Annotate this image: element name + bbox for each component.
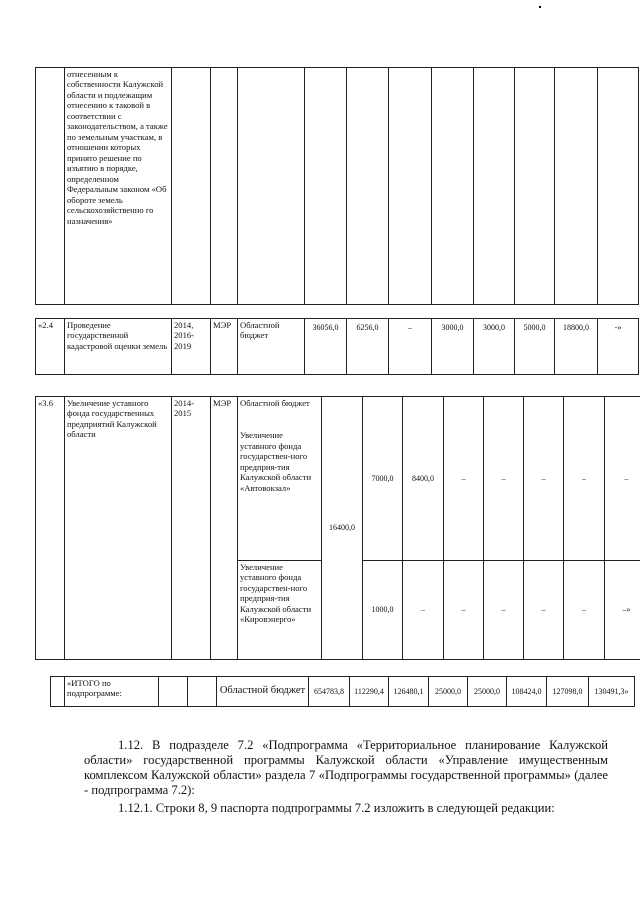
value-cell: – [403, 561, 444, 660]
value-cell: – [484, 561, 524, 660]
total-label: «ИТОГО по подпрограмме: [65, 677, 159, 707]
table-row-3-6 [35, 396, 640, 660]
value-cell: 8400,0 [403, 397, 444, 561]
paragraph-1-12: 1.12. В подразделе 7.2 «Подпрограмма «Территориальное планирование Калужской области» государственной программы Калужской области «Управление имущественным комплексом Калужской области» раздела 7 «Подпрограммы государственной программы» (далее - подпрограмма 7.2): [84, 738, 608, 797]
value-cell: 1000,0 [363, 561, 403, 660]
value-cell: –» [605, 561, 640, 660]
sub-measure-name: Увеличение уставного фонда государствен-ного предприя-тия Калужской области «Кировэнерго» [238, 561, 322, 660]
funding-source: Областной бюджет [240, 398, 310, 408]
value-cell: 25000,0 [429, 677, 468, 707]
value-cell: – [444, 561, 484, 660]
table-total-row [50, 676, 635, 707]
executor: МЭР [211, 319, 238, 375]
value-cell: 3000,0 [432, 319, 474, 375]
value-cell: – [389, 319, 432, 375]
measure-name: Проведение государственной кадастровой оценки земель [65, 319, 172, 375]
funding-source-sub1 [238, 397, 322, 561]
value-cell: -» [598, 319, 639, 375]
scan-mark [539, 6, 541, 8]
sub-measure-name: Увеличение уставного фонда государствен-ного предприя-тия Калужской области «Автовокзал» [240, 430, 312, 493]
measure-name: Увеличение уставного фонда государственных предприятий Калужской области [65, 397, 172, 660]
value-cell: 36056,0 [305, 319, 347, 375]
value-cell: – [484, 397, 524, 561]
table-fragment-continued [35, 67, 639, 305]
funding-source: Областной бюджет [238, 319, 305, 375]
row-number: «3.6 [36, 397, 65, 660]
funding-source: Областной бюджет [217, 677, 309, 707]
value-cell: 126480,1 [389, 677, 429, 707]
value-cell: 654783,8 [309, 677, 350, 707]
value-cell: 5000,0 [515, 319, 555, 375]
value-cell-total: 16400,0 [322, 397, 363, 660]
value-cell: – [564, 397, 605, 561]
paragraph-1-12-1: 1.12.1. Строки 8, 9 паспорта подпрограммы 7.2 изложить в следующей редакции: [118, 801, 555, 815]
value-cell: 18800,0 [555, 319, 598, 375]
value-cell: 130491,3» [589, 677, 635, 707]
value-cell: – [605, 397, 640, 561]
value-cell: 127098,0 [547, 677, 589, 707]
value-cell: 25000,0 [468, 677, 507, 707]
cell-empty [36, 68, 65, 305]
years: 2014, 2016-2019 [172, 319, 211, 375]
continued-text: отнесенным к собственности Калужской области и подлежащим отнесению к таковой в соответствии с законодательством, а также по земельным участкам, в отношении которых принято решение по изъятию в порядке, определенном Федеральным законом «Об обороте земель сельскохозяйственно го назначения» [65, 68, 172, 305]
value-cell: – [564, 561, 605, 660]
row-number: «2.4 [36, 319, 65, 375]
value-cell: 112290,4 [350, 677, 389, 707]
executor: МЭР [211, 397, 238, 660]
value-cell: 3000,0 [474, 319, 515, 375]
value-cell: 7000,0 [363, 397, 403, 561]
value-cell: 6256,0 [347, 319, 389, 375]
value-cell: – [524, 397, 564, 561]
value-cell: – [444, 397, 484, 561]
table-row-2-4 [35, 318, 639, 375]
value-cell: 108424,0 [507, 677, 547, 707]
years: 2014-2015 [172, 397, 211, 660]
value-cell: – [524, 561, 564, 660]
